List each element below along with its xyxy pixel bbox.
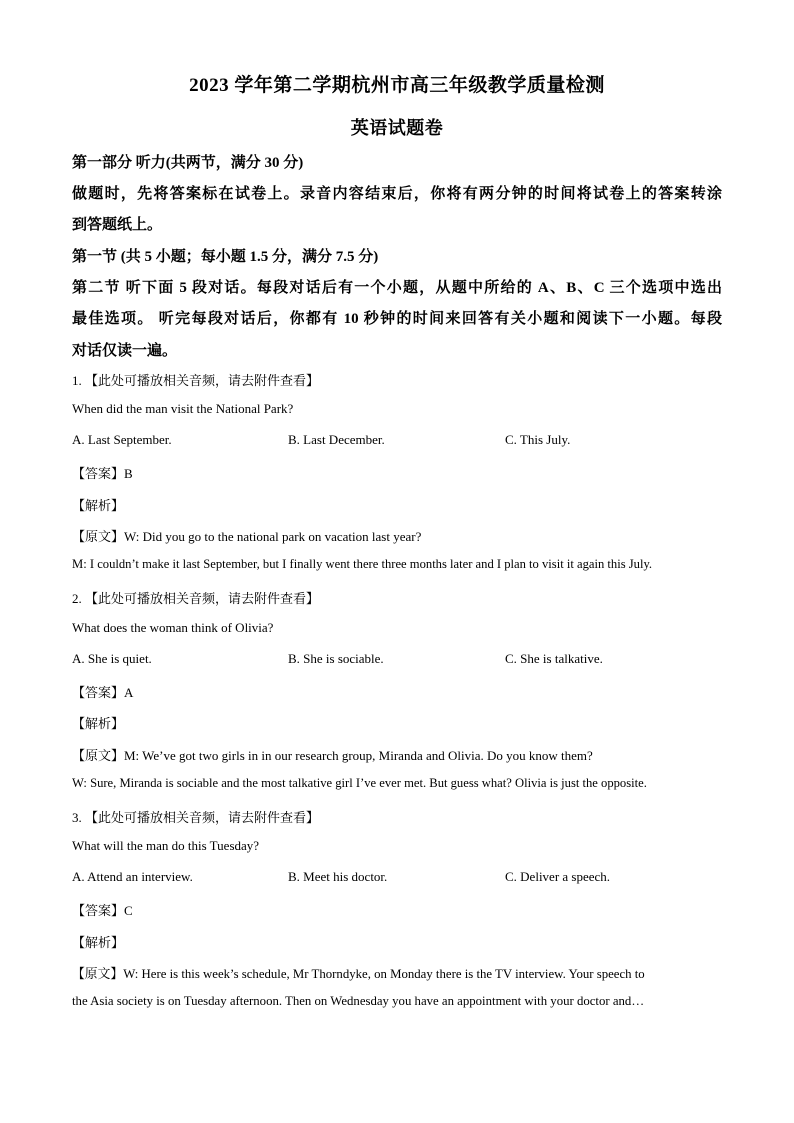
q2-transcript-line1: 【原文】M: We’ve got two girls in in our research group, Miranda and Olivia. Do you know them?: [72, 748, 593, 763]
section2-line3: 对话仅读一遍。: [72, 343, 178, 359]
q3-stem: What will the man do this Tuesday?: [72, 838, 260, 853]
q2-option-a: A. She is quiet.: [72, 651, 152, 666]
q2-audio-note: 2. 【此处可播放相关音频，请去附件查看】: [72, 591, 320, 606]
q2-transcript-line2: W: Sure, Miranda is sociable and the most talkative girl I’ve ever met. But guess what? Olivia is just the opposite.: [72, 776, 647, 790]
instruction-note-line1: 做题时，先将答案标在试卷上。录音内容结束后，你将有两分钟的时间将试卷上的答案转涂: [72, 186, 722, 202]
q3-analysis: 【解析】: [72, 935, 125, 950]
q3-transcript-line2: the Asia society is on Tuesday afternoon. Then on Wednesday you have an appointment with your doctor and…: [72, 994, 645, 1008]
q3-answer: 【答案】C: [72, 903, 133, 918]
q1-option-c: C. This July.: [505, 432, 571, 447]
q1-audio-note: 1. 【此处可播放相关音频，请去附件查看】: [72, 373, 320, 388]
instruction-note-line2: 到答题纸上。: [72, 217, 163, 233]
q3-option-a: A. Attend an interview.: [72, 869, 193, 884]
q3-option-c: C. Deliver a speech.: [505, 869, 611, 884]
q1-option-b: B. Last December.: [288, 432, 385, 447]
q2-answer: 【答案】A: [72, 685, 134, 700]
q1-answer: 【答案】B: [72, 466, 133, 481]
q3-option-b: B. Meet his doctor.: [288, 869, 388, 884]
q2-option-c: C. She is talkative.: [505, 651, 603, 666]
q1-option-a: A. Last September.: [72, 432, 172, 447]
exam-subtitle: 英语试题卷: [350, 118, 444, 138]
q1-stem: When did the man visit the National Park?: [72, 401, 294, 416]
q1-transcript-line2: M: I couldn’t make it last September, but I finally went there three months later and I plan to visit it again this July.: [72, 557, 653, 571]
part1-heading: 第一部分 听力(共两节，满分 30 分): [72, 155, 304, 171]
q2-option-b: B. She is sociable.: [288, 651, 384, 666]
q1-analysis: 【解析】: [72, 498, 125, 513]
q3-audio-note: 3. 【此处可播放相关音频，请去附件查看】: [72, 810, 320, 825]
section2-line2: 最佳选项。 听完每段对话后，你都有 10 秒钟的时间来回答有关小题和阅读下一小题。每段: [72, 311, 722, 327]
section2-line1: 第二节 听下面 5 段对话。每段对话后有一个小题，从题中所给的 A、B、C 三个选项中选出: [72, 280, 722, 296]
q3-transcript-line1: 【原文】W: Here is this week’s schedule, Mr Thorndyke, on Monday there is the TV interview. Your speech to: [72, 967, 645, 981]
q2-analysis: 【解析】: [72, 716, 125, 731]
q2-stem: What does the woman think of Olivia?: [72, 620, 274, 635]
exam-title: 2023 学年第二学期杭州市高三年级教学质量检测: [189, 75, 605, 96]
q1-transcript-line1: 【原文】W: Did you go to the national park on vacation last year?: [72, 529, 422, 544]
section1-heading: 第一节 (共 5 小题；每小题 1.5 分，满分 7.5 分): [72, 249, 379, 265]
